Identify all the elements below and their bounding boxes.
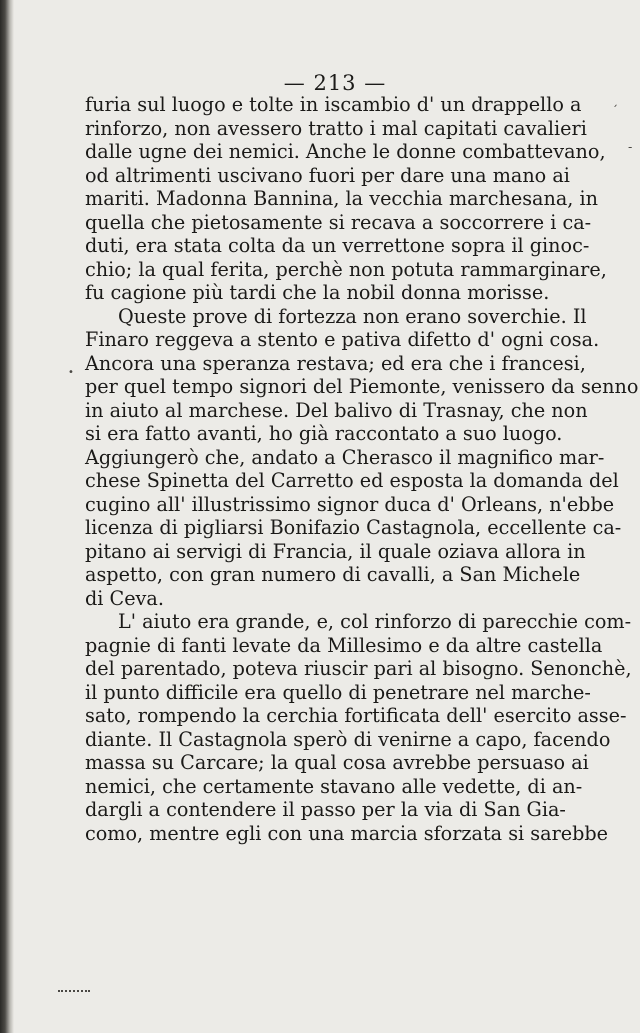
text-line: rinforzo, non avessero tratto i mal capitati cavalieri <box>85 116 587 140</box>
page-number: — 213 — <box>283 71 387 95</box>
text-line: chio; la qual ferita, perchè non potuta rammarginare, <box>85 257 607 281</box>
text-line: nemici, che certamente stavano alle vedette, di an- <box>85 774 583 798</box>
text-line: fu cagione più tardi che la nobil donna morisse. <box>85 281 550 304</box>
text-line: L' aiuto era grande, e, col rinforzo di parecchie com- <box>118 610 632 633</box>
text-line: Ancora una speranza restava; ed era che i francesi, <box>85 351 586 375</box>
text-line: cugino all' illustrissimo signor duca d' Orleans, n'ebbe <box>85 492 615 516</box>
page-body <box>85 93 639 845</box>
text-line: furia sul luogo e tolte in iscambio d' un drappello a <box>85 93 582 116</box>
text-line: in aiuto al marchese. Del balivo di Trasnay, che non <box>85 398 588 422</box>
text-line: aspetto, con gran numero di cavalli, a San Michele <box>85 563 581 586</box>
text-line: chese Spinetta del Carretto ed esposta la domanda del <box>85 469 619 492</box>
text-line: per quel tempo signori del Piemonte, venissero da senno <box>85 375 639 398</box>
margin-speck-mark: - <box>628 140 633 154</box>
binding-shadow <box>0 0 14 1033</box>
text-line: licenza di pigliarsi Bonifazio Castagnola, eccellente ca- <box>85 516 622 539</box>
text-line: como, mentre egli con una marcia sforzata si sarebbe <box>85 821 609 845</box>
text-line: massa su Carcare; la qual cosa avrebbe persuaso ai <box>85 751 589 774</box>
text-line: Finaro reggeva a stento e pativa difetto d' ogni cosa. <box>85 328 600 351</box>
text-line: duti, era stata colta da un verrettone sopra il ginoc- <box>85 234 590 257</box>
text-line: dalle ugne dei nemici. Anche le donne combattevano, <box>85 140 606 163</box>
text-line: diante. Il Castagnola sperò di venirne a capo, facendo <box>85 727 611 751</box>
text-line: di Ceva. <box>85 586 164 610</box>
text-line: pagnie di fanti levate da Millesimo e da altre castella <box>85 633 603 657</box>
bottom-smudge-mark <box>58 990 90 996</box>
text-line: sato, rompendo la cerchia fortificata dell' esercito asse- <box>85 704 627 727</box>
text-line: dargli a contendere il passo per la via di San Gia- <box>85 798 566 821</box>
text-line: il punto difficile era quello di penetrare nel marche- <box>85 680 591 704</box>
text-line: del parentado, poteva riuscir pari al bisogno. Senonchè, <box>85 657 632 680</box>
text-line: quella che pietosamente si recava a soccorrere i ca- <box>85 210 592 234</box>
text-line: Queste prove di fortezza non erano soverchie. Il <box>118 304 587 328</box>
margin-speck-mark: ˏ <box>612 93 618 107</box>
text-line: Aggiungerò che, andato a Cherasco il magnifico mar- <box>85 445 605 469</box>
text-line: od altrimenti uscivano fuori per dare una mano ai <box>85 163 570 187</box>
text-line: si era fatto avanti, ho già raccontato a suo luogo. <box>85 422 563 445</box>
text-line: mariti. Madonna Bannina, la vecchia marchesana, in <box>85 187 598 210</box>
margin-speck-mark: • <box>68 367 74 378</box>
text-line: pitano ai servigi di Francia, il quale oziava allora in <box>85 539 586 563</box>
